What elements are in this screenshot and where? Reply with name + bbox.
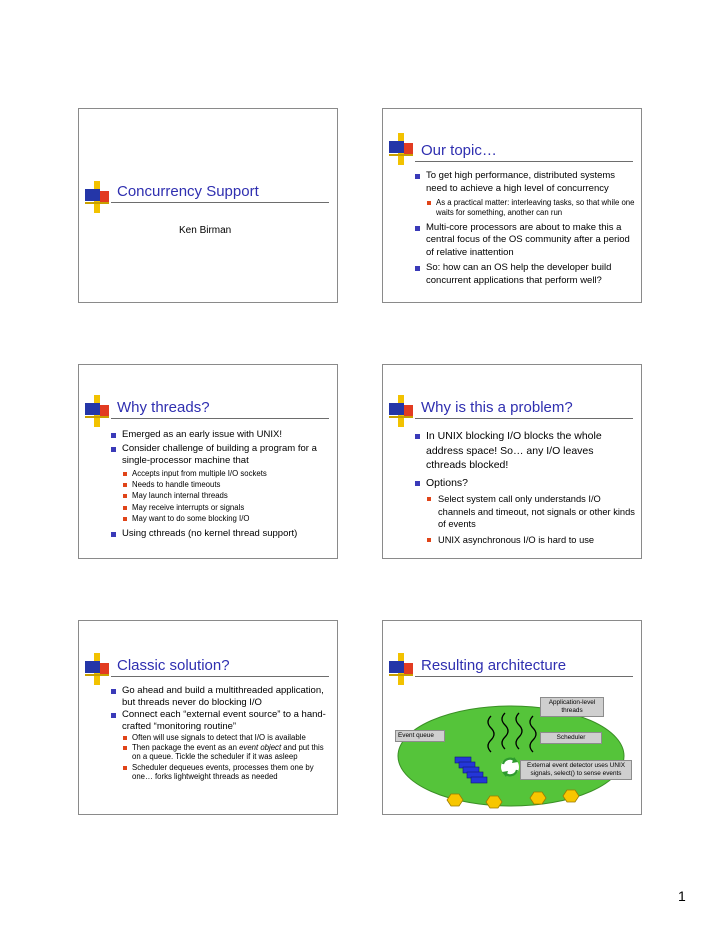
sub-bullet-item: Often will use signals to detect that I/O is available [121, 733, 334, 742]
bullet-item: Consider challenge of building a program for a single-processor machine that [108, 443, 334, 468]
title-rule [111, 418, 329, 419]
slide-title: Resulting architecture [421, 657, 567, 674]
slide-3 [78, 364, 338, 559]
sub-bullet-item: May want to do some blocking I/O [121, 514, 334, 524]
slide-logo-icon [85, 181, 109, 213]
event-source-hexagon [486, 796, 502, 808]
bullet-item: So: how can an OS help the developer build concurrent applications that perform well? [412, 262, 638, 287]
sub-bullet-item: As a practical matter: interleaving tasks, so that while one waits for something, another can run [425, 198, 638, 219]
event-source-hexagon [563, 790, 579, 802]
event-object-term: event object [239, 743, 282, 753]
sub-bullet-item: UNIX asynchronous I/O is hard to use [425, 534, 636, 547]
title-rule [415, 418, 633, 419]
sub-bullet-item: Select system call only understands I/O channels and timeout, not signals or other kinds of events [425, 493, 636, 531]
slide-logo-icon [85, 395, 109, 427]
slide-logo-icon [389, 653, 413, 685]
process-ellipse [398, 706, 624, 806]
bullet-list [108, 429, 334, 543]
sub-bullet-item: May launch internal threads [121, 491, 334, 501]
sub-bullet-item: May receive interrupts or signals [121, 503, 334, 513]
title-rule [415, 161, 633, 162]
event-detector-label: External event detector uses UNIX signals, select() to sense events [520, 760, 632, 780]
bullet-item: To get high performance, distributed systems need to achieve a high level of concurrency [412, 170, 638, 195]
bullet-list [412, 170, 638, 290]
slide-4 [382, 364, 642, 559]
bullet-item: In UNIX blocking I/O blocks the whole address space! So… any I/O leaves cthreads blocked! [412, 429, 636, 473]
slide-title: Why threads? [117, 399, 210, 416]
event-source-hexagon [447, 794, 463, 806]
sub-bullet-item: Scheduler dequeues events, processes them one by one… forks lightweight threads as needed [121, 763, 334, 781]
bullet-list [108, 685, 334, 784]
slide-author: Ken Birman [179, 225, 232, 236]
bullet-item: Connect each “external event source” to a hand-crafted “monitoring routine” [108, 709, 334, 732]
event-queue-label: Event queue [395, 730, 445, 742]
slide-title: Concurrency Support [117, 183, 259, 200]
slide-title: Why is this a problem? [421, 399, 573, 416]
bullet-item: Multi-core processors are about to make this a central focus of the OS community after a period of relative inattention [412, 222, 638, 260]
title-rule [111, 676, 329, 677]
sub-bullet-item: Then package the event as an event object and put this on a queue. Tickle the scheduler if it was asleep [121, 743, 334, 761]
app-threads-label: Application-level threads [540, 697, 604, 717]
slide-logo-icon [389, 395, 413, 427]
sub-bullet-item: Needs to handle timeouts [121, 480, 334, 490]
sub-bullet-item: Accepts input from multiple I/O sockets [121, 469, 334, 479]
title-rule [111, 202, 329, 203]
bullet-item: Options? [412, 476, 636, 491]
bullet-list [412, 429, 636, 549]
slide-title: Classic solution? [117, 657, 230, 674]
bullet-item: Go ahead and build a multithreaded application, but threads never do blocking I/O [108, 685, 334, 708]
bullet-item: Using cthreads (no kernel thread support) [108, 528, 334, 541]
slide-2 [382, 108, 642, 303]
bullet-item: Emerged as an early issue with UNIX! [108, 429, 334, 442]
slide-logo-icon [85, 653, 109, 685]
slide-logo-icon [389, 133, 413, 165]
event-source-hexagon [530, 792, 546, 804]
slide-6 [382, 620, 642, 815]
slide-5 [78, 620, 338, 815]
slide-1 [78, 108, 338, 303]
scheduler-label: Scheduler [540, 732, 602, 744]
title-rule [415, 676, 633, 677]
slide-title: Our topic… [421, 142, 497, 159]
page-number: 1 [678, 888, 686, 904]
